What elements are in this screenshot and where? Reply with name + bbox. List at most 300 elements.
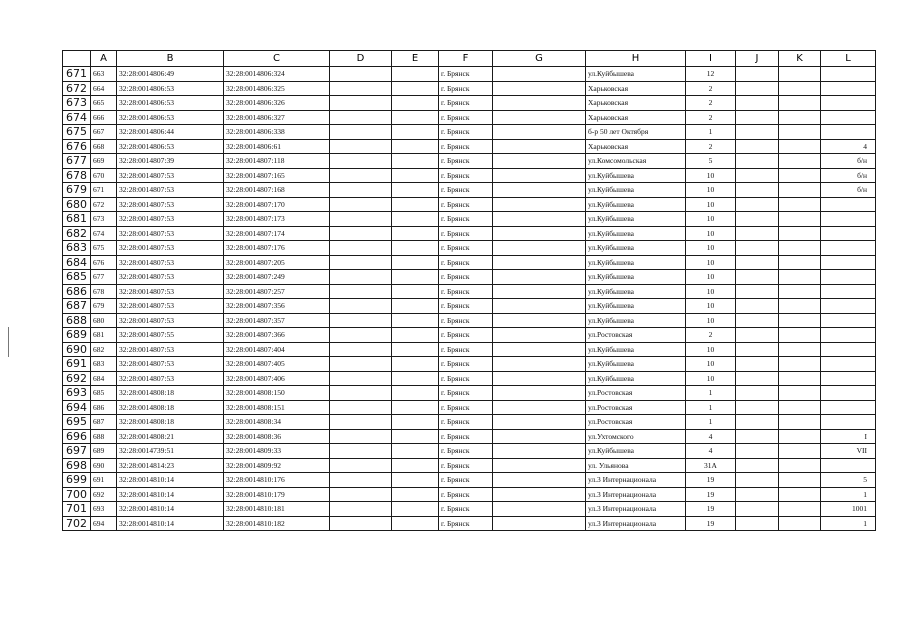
column-header-i[interactable]: I — [686, 51, 736, 67]
col-i-cell[interactable]: 10 — [686, 197, 736, 212]
col-i-cell[interactable]: 19 — [686, 487, 736, 502]
col-l-cell[interactable] — [821, 371, 876, 386]
col-g-cell[interactable] — [493, 415, 586, 430]
col-b-cell[interactable]: 32:28:0014806:53 — [117, 110, 224, 125]
row-number-cell[interactable]: 677 — [63, 154, 91, 169]
col-k-cell[interactable] — [779, 241, 821, 256]
col-h-cell[interactable]: ул.Куйбышева — [586, 444, 686, 459]
col-l-cell[interactable] — [821, 284, 876, 299]
col-f-cell[interactable]: г. Брянск — [439, 458, 493, 473]
col-g-cell[interactable] — [493, 270, 586, 285]
col-b-cell[interactable]: 32:28:0014807:55 — [117, 328, 224, 343]
col-j-cell[interactable] — [736, 226, 779, 241]
col-a-cell[interactable]: 668 — [91, 139, 117, 154]
col-j-cell[interactable] — [736, 96, 779, 111]
col-c-cell[interactable]: 32:28:0014808:36 — [224, 429, 330, 444]
col-k-cell[interactable] — [779, 415, 821, 430]
col-k-cell[interactable] — [779, 371, 821, 386]
col-i-cell[interactable]: 10 — [686, 212, 736, 227]
col-i-cell[interactable]: 2 — [686, 328, 736, 343]
col-i-cell[interactable]: 31А — [686, 458, 736, 473]
col-b-cell[interactable]: 32:28:0014807:53 — [117, 342, 224, 357]
col-b-cell[interactable]: 32:28:0014807:39 — [117, 154, 224, 169]
col-h-cell[interactable]: б-р 50 лет Октября — [586, 125, 686, 140]
col-e-cell[interactable] — [392, 516, 439, 531]
row-number-cell[interactable]: 700 — [63, 487, 91, 502]
col-j-cell[interactable] — [736, 270, 779, 285]
col-h-cell[interactable]: ул.Куйбышева — [586, 183, 686, 198]
col-d-cell[interactable] — [330, 371, 392, 386]
col-j-cell[interactable] — [736, 299, 779, 314]
col-f-cell[interactable]: г. Брянск — [439, 415, 493, 430]
row-number-cell[interactable]: 698 — [63, 458, 91, 473]
col-e-cell[interactable] — [392, 299, 439, 314]
col-i-cell[interactable]: 2 — [686, 81, 736, 96]
col-b-cell[interactable]: 32:28:0014808:18 — [117, 400, 224, 415]
col-a-cell[interactable]: 688 — [91, 429, 117, 444]
col-j-cell[interactable] — [736, 502, 779, 517]
col-j-cell[interactable] — [736, 516, 779, 531]
col-i-cell[interactable]: 4 — [686, 429, 736, 444]
col-h-cell[interactable]: ул. Ульянова — [586, 458, 686, 473]
col-l-cell[interactable]: б/н — [821, 168, 876, 183]
col-l-cell[interactable] — [821, 400, 876, 415]
col-g-cell[interactable] — [493, 284, 586, 299]
col-k-cell[interactable] — [779, 96, 821, 111]
col-d-cell[interactable] — [330, 255, 392, 270]
col-b-cell[interactable]: 32:28:0014807:53 — [117, 371, 224, 386]
col-d-cell[interactable] — [330, 67, 392, 82]
col-k-cell[interactable] — [779, 386, 821, 401]
col-a-cell[interactable]: 670 — [91, 168, 117, 183]
row-number-cell[interactable]: 683 — [63, 241, 91, 256]
col-g-cell[interactable] — [493, 386, 586, 401]
col-c-cell[interactable]: 32:28:0014807:404 — [224, 342, 330, 357]
col-i-cell[interactable]: 10 — [686, 284, 736, 299]
col-k-cell[interactable] — [779, 284, 821, 299]
col-f-cell[interactable]: г. Брянск — [439, 168, 493, 183]
col-h-cell[interactable]: ул.Куйбышева — [586, 168, 686, 183]
col-g-cell[interactable] — [493, 67, 586, 82]
col-c-cell[interactable]: 32:28:0014807:357 — [224, 313, 330, 328]
col-b-cell[interactable]: 32:28:0014807:53 — [117, 357, 224, 372]
col-b-cell[interactable]: 32:28:0014810:14 — [117, 473, 224, 488]
col-j-cell[interactable] — [736, 415, 779, 430]
col-l-cell[interactable]: 1 — [821, 516, 876, 531]
col-f-cell[interactable]: г. Брянск — [439, 270, 493, 285]
col-k-cell[interactable] — [779, 458, 821, 473]
col-g-cell[interactable] — [493, 444, 586, 459]
col-a-cell[interactable]: 667 — [91, 125, 117, 140]
col-g-cell[interactable] — [493, 212, 586, 227]
col-k-cell[interactable] — [779, 328, 821, 343]
col-l-cell[interactable]: 5 — [821, 473, 876, 488]
col-h-cell[interactable]: ул.Куйбышева — [586, 299, 686, 314]
col-i-cell[interactable]: 2 — [686, 96, 736, 111]
col-k-cell[interactable] — [779, 212, 821, 227]
col-h-cell[interactable]: ул.3 Интернационала — [586, 516, 686, 531]
row-number-cell[interactable]: 697 — [63, 444, 91, 459]
col-l-cell[interactable] — [821, 110, 876, 125]
col-c-cell[interactable]: 32:28:0014810:182 — [224, 516, 330, 531]
col-l-cell[interactable]: б/н — [821, 154, 876, 169]
col-k-cell[interactable] — [779, 168, 821, 183]
col-d-cell[interactable] — [330, 458, 392, 473]
col-f-cell[interactable]: г. Брянск — [439, 313, 493, 328]
col-j-cell[interactable] — [736, 255, 779, 270]
col-c-cell[interactable]: 32:28:0014808:151 — [224, 400, 330, 415]
col-c-cell[interactable]: 32:28:0014809:92 — [224, 458, 330, 473]
row-number-cell[interactable]: 675 — [63, 125, 91, 140]
col-g-cell[interactable] — [493, 328, 586, 343]
col-c-cell[interactable]: 32:28:0014807:405 — [224, 357, 330, 372]
column-header-k[interactable]: K — [779, 51, 821, 67]
col-d-cell[interactable] — [330, 226, 392, 241]
col-l-cell[interactable] — [821, 67, 876, 82]
col-c-cell[interactable]: 32:28:0014807:249 — [224, 270, 330, 285]
col-f-cell[interactable]: г. Брянск — [439, 487, 493, 502]
col-j-cell[interactable] — [736, 284, 779, 299]
row-number-cell[interactable]: 701 — [63, 502, 91, 517]
col-a-cell[interactable]: 687 — [91, 415, 117, 430]
col-c-cell[interactable]: 32:28:0014806:61 — [224, 139, 330, 154]
col-g-cell[interactable] — [493, 502, 586, 517]
col-c-cell[interactable]: 32:28:0014808:150 — [224, 386, 330, 401]
col-i-cell[interactable]: 1 — [686, 125, 736, 140]
col-h-cell[interactable]: ул.Куйбышева — [586, 67, 686, 82]
col-c-cell[interactable]: 32:28:0014806:324 — [224, 67, 330, 82]
col-l-cell[interactable] — [821, 299, 876, 314]
col-e-cell[interactable] — [392, 400, 439, 415]
col-e-cell[interactable] — [392, 125, 439, 140]
col-l-cell[interactable]: 4 — [821, 139, 876, 154]
col-e-cell[interactable] — [392, 67, 439, 82]
col-k-cell[interactable] — [779, 357, 821, 372]
col-g-cell[interactable] — [493, 473, 586, 488]
col-j-cell[interactable] — [736, 168, 779, 183]
col-d-cell[interactable] — [330, 299, 392, 314]
col-c-cell[interactable]: 32:28:0014807:174 — [224, 226, 330, 241]
col-b-cell[interactable]: 32:28:0014808:18 — [117, 386, 224, 401]
col-c-cell[interactable]: 32:28:0014807:356 — [224, 299, 330, 314]
col-l-cell[interactable] — [821, 125, 876, 140]
col-g-cell[interactable] — [493, 458, 586, 473]
row-number-cell[interactable]: 689 — [63, 328, 91, 343]
column-header-j[interactable]: J — [736, 51, 779, 67]
col-a-cell[interactable]: 681 — [91, 328, 117, 343]
col-c-cell[interactable]: 32:28:0014809:33 — [224, 444, 330, 459]
col-l-cell[interactable] — [821, 96, 876, 111]
col-e-cell[interactable] — [392, 502, 439, 517]
col-a-cell[interactable]: 675 — [91, 241, 117, 256]
row-number-cell[interactable]: 696 — [63, 429, 91, 444]
col-j-cell[interactable] — [736, 67, 779, 82]
col-l-cell[interactable]: VII — [821, 444, 876, 459]
column-header-b[interactable]: B — [117, 51, 224, 67]
col-f-cell[interactable]: г. Брянск — [439, 226, 493, 241]
column-header-f[interactable]: F — [439, 51, 493, 67]
col-g-cell[interactable] — [493, 154, 586, 169]
col-k-cell[interactable] — [779, 342, 821, 357]
col-d-cell[interactable] — [330, 487, 392, 502]
col-g-cell[interactable] — [493, 125, 586, 140]
col-b-cell[interactable]: 32:28:0014806:53 — [117, 96, 224, 111]
col-f-cell[interactable]: г. Брянск — [439, 81, 493, 96]
col-b-cell[interactable]: 32:28:0014807:53 — [117, 183, 224, 198]
col-l-cell[interactable] — [821, 342, 876, 357]
row-number-cell[interactable]: 702 — [63, 516, 91, 531]
col-k-cell[interactable] — [779, 183, 821, 198]
col-j-cell[interactable] — [736, 400, 779, 415]
col-d-cell[interactable] — [330, 125, 392, 140]
col-a-cell[interactable]: 677 — [91, 270, 117, 285]
col-i-cell[interactable]: 4 — [686, 444, 736, 459]
column-header-d[interactable]: D — [330, 51, 392, 67]
col-e-cell[interactable] — [392, 284, 439, 299]
col-e-cell[interactable] — [392, 386, 439, 401]
col-k-cell[interactable] — [779, 67, 821, 82]
col-g-cell[interactable] — [493, 429, 586, 444]
col-d-cell[interactable] — [330, 183, 392, 198]
col-g-cell[interactable] — [493, 81, 586, 96]
col-g-cell[interactable] — [493, 357, 586, 372]
col-h-cell[interactable]: ул.Ухтомского — [586, 429, 686, 444]
col-c-cell[interactable]: 32:28:0014807:118 — [224, 154, 330, 169]
col-i-cell[interactable]: 10 — [686, 342, 736, 357]
col-l-cell[interactable] — [821, 458, 876, 473]
col-c-cell[interactable]: 32:28:0014807:173 — [224, 212, 330, 227]
col-a-cell[interactable]: 672 — [91, 197, 117, 212]
col-e-cell[interactable] — [392, 139, 439, 154]
col-f-cell[interactable]: г. Брянск — [439, 516, 493, 531]
col-l-cell[interactable] — [821, 212, 876, 227]
col-d-cell[interactable] — [330, 168, 392, 183]
col-b-cell[interactable]: 32:28:0014814:23 — [117, 458, 224, 473]
col-h-cell[interactable]: ул.Куйбышева — [586, 342, 686, 357]
col-e-cell[interactable] — [392, 270, 439, 285]
col-g-cell[interactable] — [493, 197, 586, 212]
col-d-cell[interactable] — [330, 386, 392, 401]
col-h-cell[interactable]: ул.Куйбышева — [586, 212, 686, 227]
col-h-cell[interactable]: Харьковская — [586, 96, 686, 111]
col-j-cell[interactable] — [736, 183, 779, 198]
col-j-cell[interactable] — [736, 487, 779, 502]
col-b-cell[interactable]: 32:28:0014807:53 — [117, 241, 224, 256]
row-number-cell[interactable]: 682 — [63, 226, 91, 241]
col-l-cell[interactable] — [821, 386, 876, 401]
col-d-cell[interactable] — [330, 139, 392, 154]
column-header-c[interactable]: C — [224, 51, 330, 67]
col-k-cell[interactable] — [779, 125, 821, 140]
col-h-cell[interactable]: ул.Куйбышева — [586, 284, 686, 299]
col-f-cell[interactable]: г. Брянск — [439, 212, 493, 227]
col-j-cell[interactable] — [736, 110, 779, 125]
col-a-cell[interactable]: 679 — [91, 299, 117, 314]
col-f-cell[interactable]: г. Брянск — [439, 299, 493, 314]
col-j-cell[interactable] — [736, 212, 779, 227]
col-b-cell[interactable]: 32:28:0014808:18 — [117, 415, 224, 430]
col-i-cell[interactable]: 1 — [686, 386, 736, 401]
col-g-cell[interactable] — [493, 371, 586, 386]
col-h-cell[interactable]: ул.Куйбышева — [586, 371, 686, 386]
col-h-cell[interactable]: ул.Комсомольская — [586, 154, 686, 169]
col-c-cell[interactable]: 32:28:0014806:327 — [224, 110, 330, 125]
col-l-cell[interactable]: 1001 — [821, 502, 876, 517]
col-g-cell[interactable] — [493, 342, 586, 357]
corner-header[interactable] — [63, 51, 91, 67]
col-f-cell[interactable]: г. Брянск — [439, 96, 493, 111]
col-i-cell[interactable]: 12 — [686, 67, 736, 82]
col-c-cell[interactable]: 32:28:0014807:170 — [224, 197, 330, 212]
col-j-cell[interactable] — [736, 139, 779, 154]
col-e-cell[interactable] — [392, 458, 439, 473]
col-j-cell[interactable] — [736, 357, 779, 372]
col-a-cell[interactable]: 689 — [91, 444, 117, 459]
row-number-cell[interactable]: 684 — [63, 255, 91, 270]
col-h-cell[interactable]: ул.Куйбышева — [586, 313, 686, 328]
col-d-cell[interactable] — [330, 415, 392, 430]
col-b-cell[interactable]: 32:28:0014810:14 — [117, 516, 224, 531]
col-j-cell[interactable] — [736, 429, 779, 444]
col-i-cell[interactable]: 2 — [686, 139, 736, 154]
col-g-cell[interactable] — [493, 241, 586, 256]
col-f-cell[interactable]: г. Брянск — [439, 110, 493, 125]
row-number-cell[interactable]: 687 — [63, 299, 91, 314]
col-l-cell[interactable]: 1 — [821, 487, 876, 502]
col-b-cell[interactable]: 32:28:0014806:49 — [117, 67, 224, 82]
col-l-cell[interactable] — [821, 328, 876, 343]
col-j-cell[interactable] — [736, 81, 779, 96]
col-h-cell[interactable]: ул.Ростовская — [586, 415, 686, 430]
col-i-cell[interactable]: 10 — [686, 299, 736, 314]
col-a-cell[interactable]: 669 — [91, 154, 117, 169]
col-i-cell[interactable]: 19 — [686, 516, 736, 531]
col-a-cell[interactable]: 664 — [91, 81, 117, 96]
col-d-cell[interactable] — [330, 284, 392, 299]
col-h-cell[interactable]: ул.Ростовская — [586, 400, 686, 415]
col-j-cell[interactable] — [736, 342, 779, 357]
col-e-cell[interactable] — [392, 241, 439, 256]
col-e-cell[interactable] — [392, 168, 439, 183]
col-k-cell[interactable] — [779, 473, 821, 488]
col-a-cell[interactable]: 684 — [91, 371, 117, 386]
col-e-cell[interactable] — [392, 415, 439, 430]
col-d-cell[interactable] — [330, 154, 392, 169]
col-i-cell[interactable]: 1 — [686, 400, 736, 415]
col-a-cell[interactable]: 666 — [91, 110, 117, 125]
col-j-cell[interactable] — [736, 458, 779, 473]
col-l-cell[interactable] — [821, 255, 876, 270]
col-a-cell[interactable]: 673 — [91, 212, 117, 227]
column-header-e[interactable]: E — [392, 51, 439, 67]
col-h-cell[interactable]: ул.3 Интернационала — [586, 502, 686, 517]
col-e-cell[interactable] — [392, 313, 439, 328]
col-g-cell[interactable] — [493, 516, 586, 531]
col-g-cell[interactable] — [493, 400, 586, 415]
col-b-cell[interactable]: 32:28:0014808:21 — [117, 429, 224, 444]
col-c-cell[interactable]: 32:28:0014807:406 — [224, 371, 330, 386]
col-h-cell[interactable]: ул.3 Интернационала — [586, 487, 686, 502]
row-number-cell[interactable]: 695 — [63, 415, 91, 430]
col-e-cell[interactable] — [392, 197, 439, 212]
col-d-cell[interactable] — [330, 429, 392, 444]
col-h-cell[interactable]: ул.Куйбышева — [586, 197, 686, 212]
col-c-cell[interactable]: 32:28:0014808:34 — [224, 415, 330, 430]
column-header-l[interactable]: L — [821, 51, 876, 67]
col-k-cell[interactable] — [779, 139, 821, 154]
col-a-cell[interactable]: 682 — [91, 342, 117, 357]
row-number-cell[interactable]: 673 — [63, 96, 91, 111]
col-b-cell[interactable]: 32:28:0014807:53 — [117, 168, 224, 183]
col-b-cell[interactable]: 32:28:0014807:53 — [117, 299, 224, 314]
col-f-cell[interactable]: г. Брянск — [439, 429, 493, 444]
col-g-cell[interactable] — [493, 299, 586, 314]
col-f-cell[interactable]: г. Брянск — [439, 255, 493, 270]
col-g-cell[interactable] — [493, 110, 586, 125]
col-b-cell[interactable]: 32:28:0014807:53 — [117, 313, 224, 328]
col-f-cell[interactable]: г. Брянск — [439, 342, 493, 357]
col-c-cell[interactable]: 32:28:0014810:179 — [224, 487, 330, 502]
col-c-cell[interactable]: 32:28:0014806:338 — [224, 125, 330, 140]
col-e-cell[interactable] — [392, 371, 439, 386]
col-e-cell[interactable] — [392, 444, 439, 459]
col-e-cell[interactable] — [392, 226, 439, 241]
col-f-cell[interactable]: г. Брянск — [439, 400, 493, 415]
col-k-cell[interactable] — [779, 81, 821, 96]
col-d-cell[interactable] — [330, 328, 392, 343]
col-d-cell[interactable] — [330, 270, 392, 285]
col-j-cell[interactable] — [736, 313, 779, 328]
row-number-cell[interactable]: 674 — [63, 110, 91, 125]
col-f-cell[interactable]: г. Брянск — [439, 197, 493, 212]
col-c-cell[interactable]: 32:28:0014807:176 — [224, 241, 330, 256]
col-a-cell[interactable]: 691 — [91, 473, 117, 488]
col-b-cell[interactable]: 32:28:0014807:53 — [117, 255, 224, 270]
col-e-cell[interactable] — [392, 357, 439, 372]
row-number-cell[interactable]: 686 — [63, 284, 91, 299]
col-b-cell[interactable]: 32:28:0014806:53 — [117, 139, 224, 154]
col-e-cell[interactable] — [392, 154, 439, 169]
col-j-cell[interactable] — [736, 125, 779, 140]
col-l-cell[interactable]: I — [821, 429, 876, 444]
col-b-cell[interactable]: 32:28:0014739:51 — [117, 444, 224, 459]
col-h-cell[interactable]: Харьковская — [586, 81, 686, 96]
col-a-cell[interactable]: 694 — [91, 516, 117, 531]
col-a-cell[interactable]: 676 — [91, 255, 117, 270]
col-d-cell[interactable] — [330, 241, 392, 256]
col-e-cell[interactable] — [392, 342, 439, 357]
col-k-cell[interactable] — [779, 197, 821, 212]
col-a-cell[interactable]: 683 — [91, 357, 117, 372]
col-a-cell[interactable]: 690 — [91, 458, 117, 473]
col-f-cell[interactable]: г. Брянск — [439, 386, 493, 401]
col-d-cell[interactable] — [330, 313, 392, 328]
col-l-cell[interactable] — [821, 197, 876, 212]
col-c-cell[interactable]: 32:28:0014807:257 — [224, 284, 330, 299]
col-c-cell[interactable]: 32:28:0014807:366 — [224, 328, 330, 343]
col-h-cell[interactable]: ул.Куйбышева — [586, 241, 686, 256]
row-number-cell[interactable]: 694 — [63, 400, 91, 415]
col-f-cell[interactable]: г. Брянск — [439, 284, 493, 299]
col-e-cell[interactable] — [392, 183, 439, 198]
col-c-cell[interactable]: 32:28:0014807:205 — [224, 255, 330, 270]
col-f-cell[interactable]: г. Брянск — [439, 139, 493, 154]
col-e-cell[interactable] — [392, 110, 439, 125]
col-b-cell[interactable]: 32:28:0014807:53 — [117, 212, 224, 227]
col-h-cell[interactable]: ул.3 Интернационала — [586, 473, 686, 488]
col-i-cell[interactable]: 10 — [686, 313, 736, 328]
col-f-cell[interactable]: г. Брянск — [439, 328, 493, 343]
